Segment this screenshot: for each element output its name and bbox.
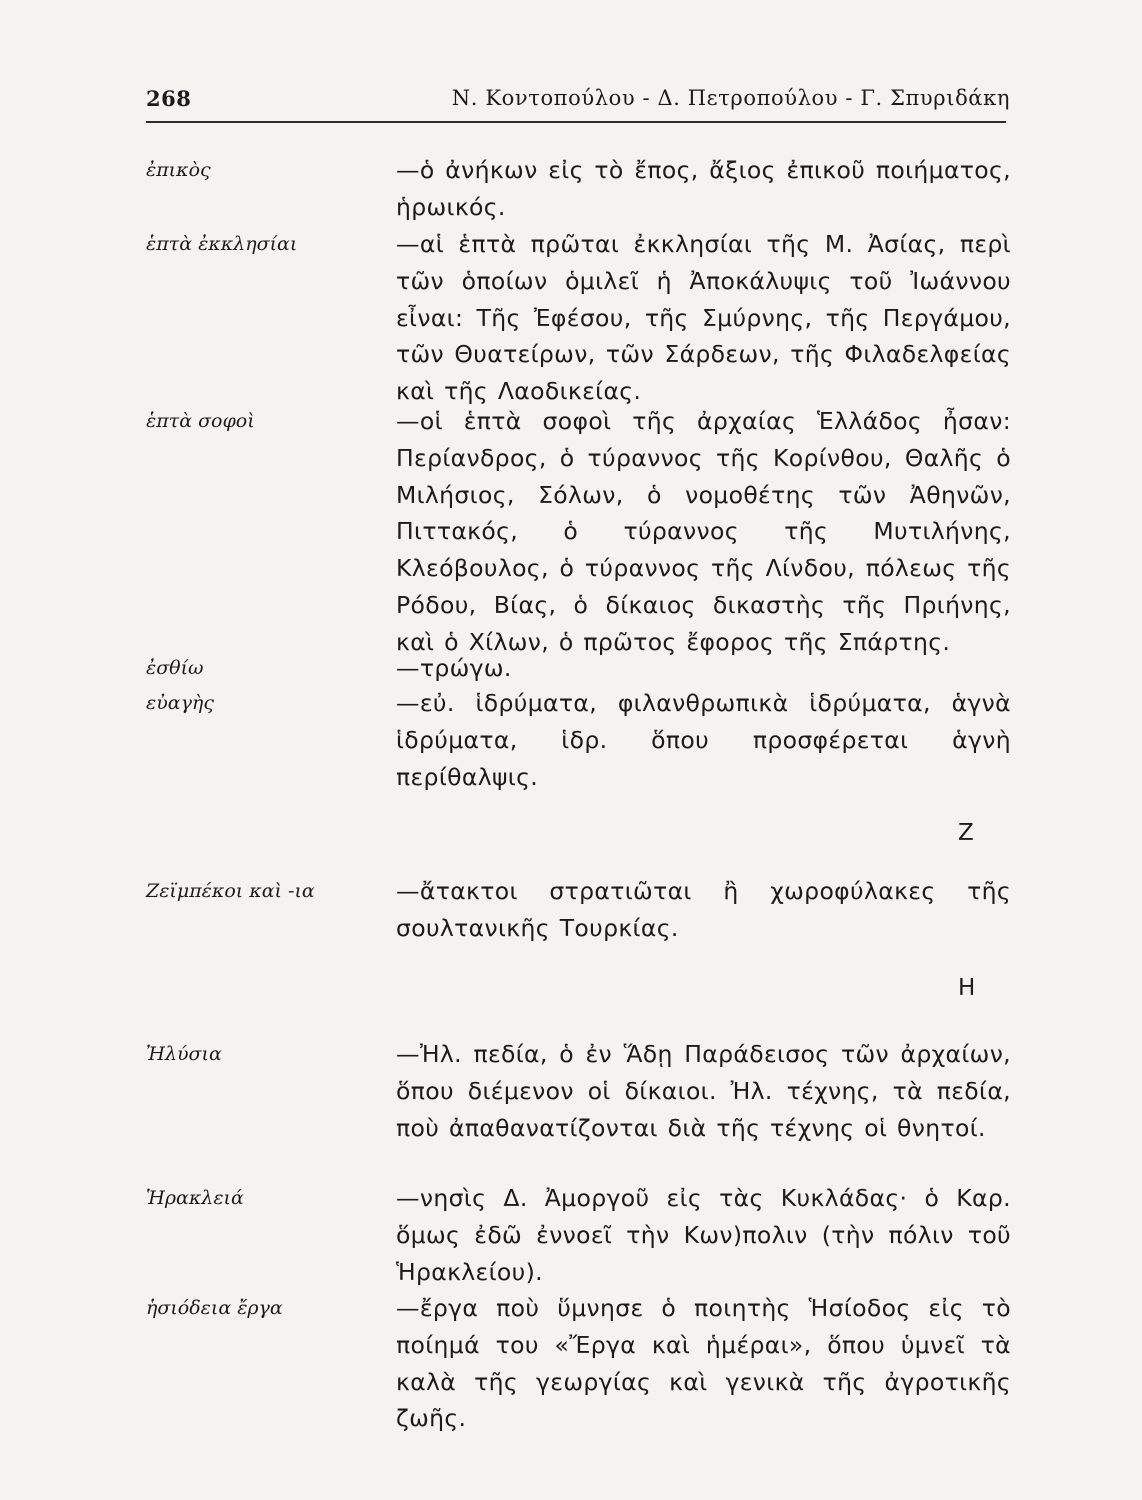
entry-term: ἐσθίω: [146, 657, 204, 679]
entry-term: εὐαγὴς: [146, 692, 214, 714]
entry-definition: —Ἠλ. πεδία, ὁ ἐν Ἅδῃ Παράδεισος τῶν ἀρχαίων, ὅπου διέμενον οἱ δίκαιοι. Ἠλ. τέχνης, τὰ πεδία, ποὺ ἀπαθανατίζονται διὰ τῆς τέχνης οἱ θνητοί.: [396, 1040, 1011, 1142]
entry-definition: —ὁ ἀνήκων εἰς τὸ ἔπος, ἄξιος ἐπικοῦ ποιήματος, ἡρωικός.: [396, 156, 1011, 221]
entry-term: ἐπικὸς: [146, 159, 211, 181]
entry-definition: —εὐ. ἱδρύματα, φιλανθρωπικὰ ἱδρύματα, ἁγνὰ ἱδρύματα, ἱδρ. ὅπου προσφέρεται ἁγνὴ περίθαλψις.: [396, 689, 1011, 791]
page-number: 268: [146, 86, 192, 111]
entry-definition: —νησὶς Δ. Ἀμοργοῦ εἰς τὰς Κυκλάδας· ὁ Καρ. ὅμως ἐδῶ ἐννοεῖ τὴν Κων)πολιν (τὴν πόλιν τοῦ Ἡρακλείου).: [396, 1184, 1011, 1286]
header-rule: [146, 121, 1006, 123]
section-heading-zeta: Ζ: [958, 820, 974, 846]
entry-definition: —ἔργα ποὺ ὕμνησε ὁ ποιητὴς Ἡσίοδος εἰς τὸ ποίημά του «Ἔργα καὶ ἡμέραι», ὅπου ὑμνεῖ τὰ καλὰ τῆς γεωργίας καὶ γενικὰ τῆς ἀγροτικῆς ζωῆς.: [396, 1294, 1011, 1433]
entry-term: ἑπτὰ ἐκκλησίαι: [146, 233, 298, 255]
section-heading-eta: Η: [958, 975, 976, 1001]
entry-term: Ἡρακλειά: [146, 1187, 244, 1209]
page-header: [146, 76, 1010, 116]
entry-definition: —τρώγω.: [396, 654, 512, 682]
entry-term: ἡσιόδεια ἔργα: [146, 1297, 283, 1319]
entry-definition: —οἱ ἑπτὰ σοφοὶ τῆς ἀρχαίας Ἑλλάδος ἦσαν: Περίανδρος, ὁ τύραννος τῆς Κορίνθου, Θαλῆς ὁ Μιλήσιος, Σόλων, ὁ νομοθέτης τῶν Ἀθηνῶν, Πιττακός, ὁ τύραννος τῆς Μυτιλήνης, Κλεόβουλος, ὁ τύραννος τῆς Λίνδου, πόλεως τῆς Ρόδου, Βίας, ὁ δίκαιος δικαστὴς τῆς Πριήνης, καὶ ὁ Χίλων, ὁ πρῶτος ἔφορος τῆς Σπάρτης.: [396, 407, 1011, 656]
entry-definition: —αἱ ἑπτὰ πρῶται ἐκκλησίαι τῆς Μ. Ἀσίας, περὶ τῶν ὁποίων ὁμιλεῖ ἡ Ἀποκάλυψις τοῦ Ἰωάννου εἶναι: Τῆς Ἐφέσου, τῆς Σμύρνης, τῆς Περγάμου, τῶν Θυατείρων, τῶν Σάρδεων, τῆς Φιλαδελφείας καὶ τῆς Λαοδικείας.: [396, 230, 1011, 406]
entry-definition: —ἄτακτοι στρατιῶται ἢ χωροφύλακες τῆς σουλτανικῆς Τουρκίας.: [396, 877, 1011, 942]
running-title: Ν. Κοντοπούλου - Δ. Πετροπούλου - Γ. Σπυριδάκη: [451, 86, 1010, 110]
entry-term: Ζεϊμπέκοι καὶ -ια: [146, 880, 315, 902]
entry-term: Ἠλύσια: [146, 1043, 222, 1065]
entry-term: ἑπτὰ σοφοὶ: [146, 410, 255, 432]
